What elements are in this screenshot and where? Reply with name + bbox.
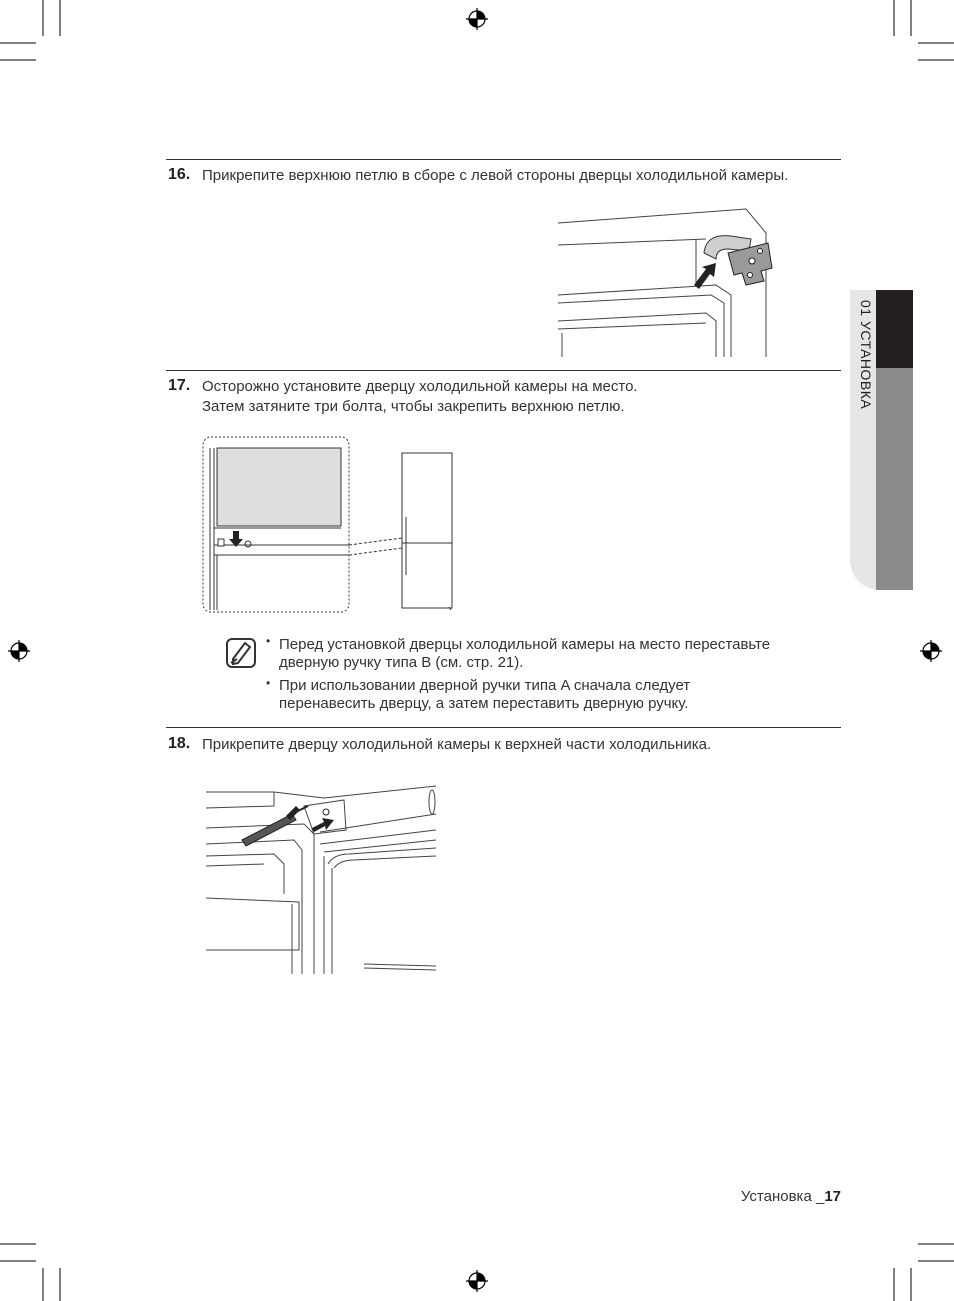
step-text: Прикрепите дверцу холодильной камеры к верхней части холодильника. xyxy=(202,736,712,753)
note-text: дверную ручку типа B (см. стр. 21). xyxy=(279,654,524,671)
section-divider xyxy=(166,727,841,728)
section-divider xyxy=(166,370,841,371)
footer-section: Установка _ xyxy=(740,1188,825,1205)
bullet: • xyxy=(266,634,271,648)
side-tab-label: 01 УСТАНОВКА xyxy=(858,300,874,410)
step-number: 18. xyxy=(168,735,191,752)
bullet: • xyxy=(266,676,271,690)
note-text: перенавесить дверцу, а затем переставить дверную ручку. xyxy=(279,695,689,712)
step-text: Прикрепите верхнюю петлю в сборе с левой стороны дверцы холодильной камеры. xyxy=(202,167,789,184)
note-pencil-icon xyxy=(225,637,257,669)
section-divider xyxy=(166,159,841,160)
hinge-illustration xyxy=(556,203,786,358)
note-text: При использовании дверной ручки типа A сначала следует xyxy=(279,677,691,694)
note-text: Перед установкой дверцы холодильной камеры на место переставьте xyxy=(279,636,771,653)
step-text: Осторожно установите дверцу холодильной камеры на место. xyxy=(202,378,638,395)
door-install-illustration xyxy=(200,435,460,615)
page-number: 17 xyxy=(824,1188,841,1205)
door-attach-illustration xyxy=(204,784,440,976)
step-number: 17. xyxy=(168,377,191,394)
step-number: 16. xyxy=(168,166,191,183)
step-text: Затем затяните три болта, чтобы закрепить верхнюю петлю. xyxy=(202,398,625,415)
page-footer xyxy=(741,1188,841,1205)
